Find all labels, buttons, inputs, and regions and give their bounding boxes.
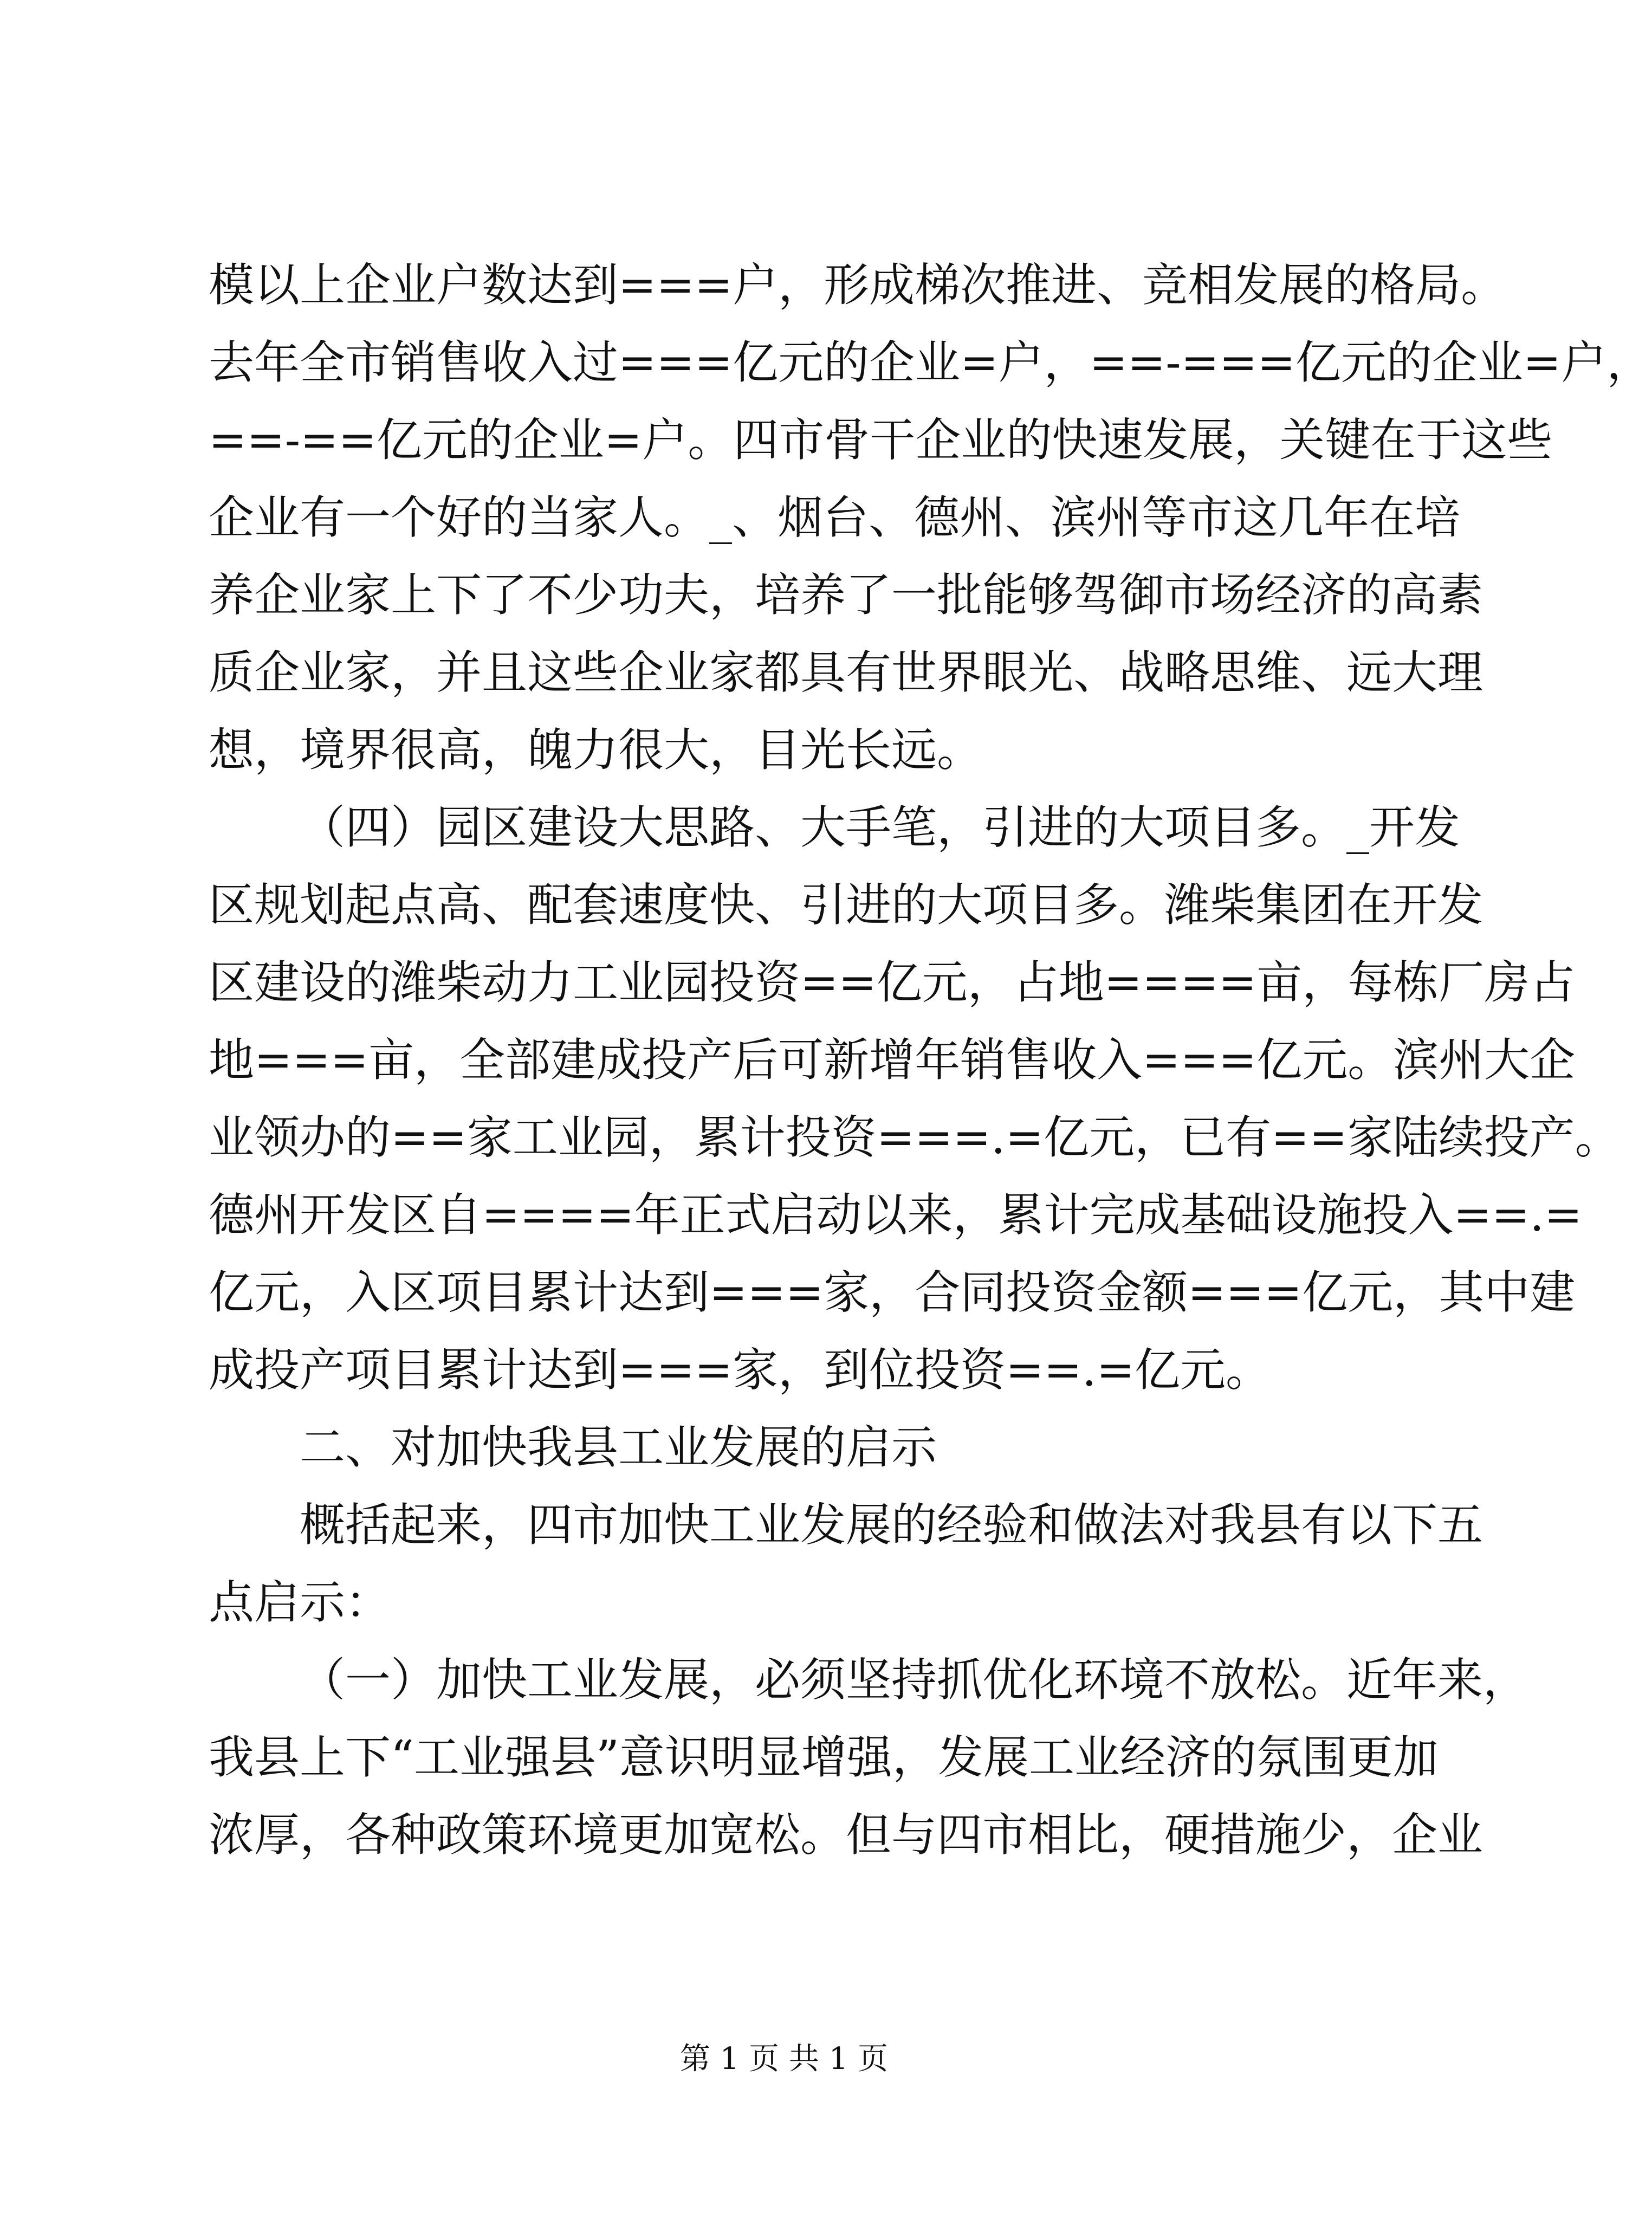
text-line: 地===亩，全部建成投产后可新增年销售收入===亿元。滨州大企: [209, 1033, 1576, 1087]
text-line: 亿元，入区项目累计达到===家，合同投资金额===亿元，其中建: [209, 1266, 1576, 1319]
section-heading: 二、对加快我县工业发展的启示: [300, 1421, 937, 1474]
paragraph-start-line: （四）园区建设大思路、大手笔，引进的大项目多。_开发: [300, 801, 1461, 854]
text-line: 企业有一个好的当家人。_、烟台、德州、滨州等市这几年在培: [209, 491, 1461, 544]
text-line: 质企业家，并且这些企业家都具有世界眼光、战略思维、远大理: [209, 646, 1483, 699]
page-footer: 第 1 页 共 1 页: [679, 2041, 889, 2077]
text-line: 区规划起点高、配套速度快、引进的大项目多。潍柴集团在开发: [209, 878, 1483, 932]
paragraph-start-line: 概括起来，四市加快工业发展的经验和做法对我县有以下五: [300, 1498, 1483, 1551]
text-line: ==-==亿元的企业=户。四市骨干企业的快速发展，关键在于这些: [209, 413, 1553, 467]
text-line: 成投产项目累计达到===家，到位投资==.=亿元。: [209, 1343, 1271, 1396]
text-line: 浓厚，各种政策环境更加宽松。但与四市相比，硬措施少，企业: [209, 1808, 1483, 1861]
paragraph-start-line: （一）加快工业发展，必须坚持抓优化环境不放松。近年来，: [300, 1653, 1529, 1706]
text-line: 业领办的==家工业园，累计投资===.=亿元，已有==家陆续投产。: [209, 1111, 1621, 1164]
text-line: 我县上下“工业强县”意识明显增强，发展工业经济的氛围更加: [209, 1731, 1439, 1784]
text-line: 区建设的潍柴动力工业园投资==亿元，占地====亩，每栋厂房占: [209, 956, 1576, 1009]
text-line: 想，境界很高，魄力很大，目光长远。: [209, 723, 983, 777]
text-line: 去年全市销售收入过===亿元的企业=户，==-===亿元的企业=户，: [209, 336, 1652, 389]
document-body: [209, 247, 1652, 1874]
text-line: 模以上企业户数达到===户，形成梯次推进、竞相发展的格局。: [209, 258, 1507, 312]
text-line: 养企业家上下了不少功夫，培养了一批能够驾御市场经济的高素: [209, 568, 1483, 622]
text-line: 德州开发区自====年正式启动以来，累计完成基础设施投入==.=: [209, 1188, 1583, 1241]
text-line: 点启示：: [209, 1576, 391, 1629]
